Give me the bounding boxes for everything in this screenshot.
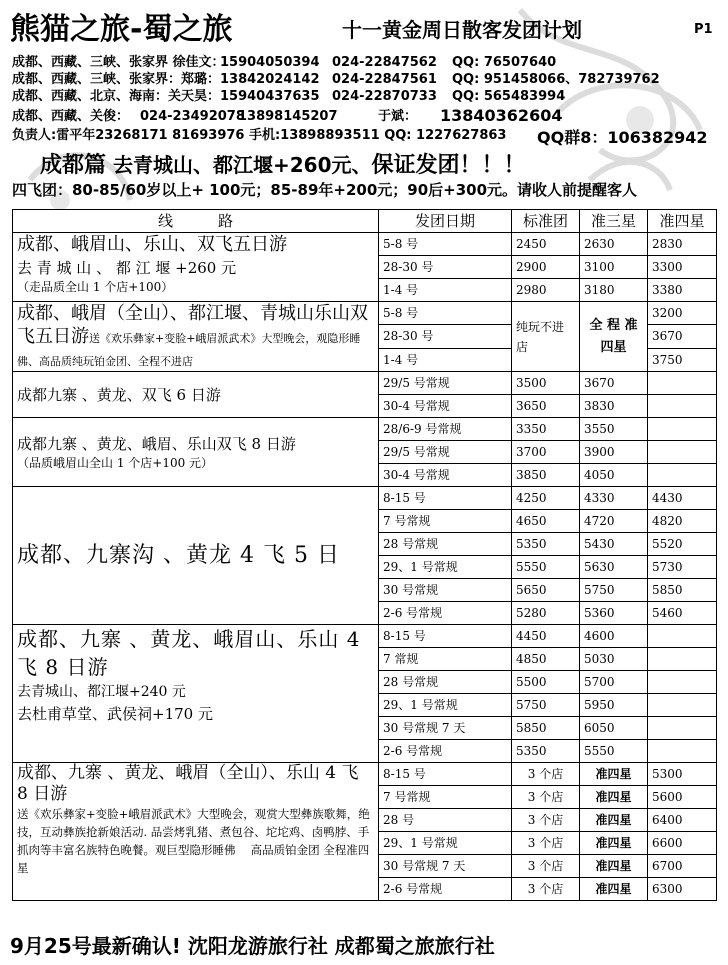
route-extra: 去青城山、都江堰+240 元 xyxy=(17,684,186,700)
price-four-star: 6400 xyxy=(648,809,717,832)
date-cell: 7 常规 xyxy=(379,648,512,671)
price-four-star: 4820 xyxy=(648,510,717,533)
price-three-star: 4600 xyxy=(580,625,648,648)
contact-route: 成都、西藏、北京、海南：关天昊： xyxy=(12,89,221,104)
route-note: （品质峨眉山全山 1 个店+100 元） xyxy=(17,455,214,470)
date-cell: 2-6 号常规 xyxy=(379,740,512,763)
hotel-level: 准四星 xyxy=(580,878,648,901)
shop-count: 3 个店 xyxy=(512,786,580,809)
date-cell: 7 号常规 xyxy=(379,510,512,533)
date-cell: 28/6-9 号常规 xyxy=(379,418,512,441)
tour-price-table xyxy=(12,209,717,901)
hotel-level: 准四星 xyxy=(580,809,648,832)
contact-phone: 13842024142 xyxy=(220,72,320,87)
price-standard: 3850 xyxy=(512,464,580,487)
contact-route: 成都、西藏、关俊： xyxy=(12,109,130,124)
contact-phone: 15940437635 xyxy=(220,89,320,104)
route-title: 成都、九寨 、黄龙、峨眉山、乐山 4 飞 8 日游 xyxy=(17,627,361,679)
table-row xyxy=(13,763,717,786)
price-four-star-empty xyxy=(648,372,717,395)
price-three-star: 6050 xyxy=(580,717,648,740)
contact-route: 成都、西藏、三峡、张家界：郑璐： xyxy=(12,72,221,87)
route-cell-2 xyxy=(13,302,379,372)
table-header-row xyxy=(13,210,717,233)
contact-line-3 xyxy=(12,88,565,105)
route-note: 送《欢乐彝家+变脸+峨眉派武术》大型晚会，观隐形睡佛、高品质纯玩铂金团、全程不进店 xyxy=(17,332,361,368)
table-row xyxy=(13,418,717,441)
date-cell: 29、1 号常规 xyxy=(379,694,512,717)
price-standard: 5500 xyxy=(512,671,580,694)
contact-tel: 024-22847561 xyxy=(332,72,437,87)
contact-qq: QQ: 951458066、782739762 xyxy=(452,72,660,87)
date-cell: 30 号常规 7 天 xyxy=(379,855,512,878)
price-four-star: 3200 xyxy=(648,302,717,325)
price-three-star: 3900 xyxy=(580,441,648,464)
price-three-star: 5750 xyxy=(580,579,648,602)
date-cell: 28-30 号 xyxy=(379,256,512,279)
route-extra: 去 青 城 山 、 都 江 堰 +260 元 xyxy=(17,259,237,277)
date-cell: 30 号常规 7 天 xyxy=(379,717,512,740)
price-three-star: 3550 xyxy=(580,418,648,441)
date-cell: 1-4 号 xyxy=(379,279,512,302)
contact-qq: 于斌： xyxy=(378,109,418,124)
price-standard: 4450 xyxy=(512,625,580,648)
route-title: 成都、峨眉（全山）、都江堰、青城山乐山双飞五日游 xyxy=(17,303,368,347)
price-four-star-empty xyxy=(648,648,717,671)
promo-text: 去青城山、都江堰+260元、 xyxy=(112,153,372,177)
price-standard: 5750 xyxy=(512,694,580,717)
promo-banner xyxy=(40,148,526,179)
shop-count: 3 个店 xyxy=(512,855,580,878)
price-four-star-empty xyxy=(648,740,717,763)
price-four-star: 4430 xyxy=(648,487,717,510)
brand-title: 熊猫之旅-蜀之旅 xyxy=(10,12,233,47)
price-four-star: 3380 xyxy=(648,279,717,302)
price-four-star: 5850 xyxy=(648,579,717,602)
contact-tel: 024-22870733 xyxy=(332,89,437,104)
date-cell: 29/5 号常规 xyxy=(379,441,512,464)
price-standard: 3500 xyxy=(512,372,580,395)
date-cell: 28 号常规 xyxy=(379,671,512,694)
page-number: P1 xyxy=(694,22,713,37)
date-cell: 28-30 号 xyxy=(379,325,512,348)
contact-qq: QQ: 565483994 xyxy=(452,89,566,104)
route-extra-2: 去杜甫草堂、武侯祠+170 元 xyxy=(17,705,213,723)
price-standard: 5350 xyxy=(512,740,580,763)
price-four-star: 2830 xyxy=(648,233,717,256)
price-standard: 2900 xyxy=(512,256,580,279)
price-three-star: 5030 xyxy=(580,648,648,671)
table-row xyxy=(13,302,717,325)
date-cell: 8-15 号 xyxy=(379,763,512,786)
price-three-star: 4720 xyxy=(580,510,648,533)
date-cell: 29、1 号常规 xyxy=(379,556,512,579)
date-cell: 28 号 xyxy=(379,809,512,832)
price-four-star: 5460 xyxy=(648,602,717,625)
price-three-star: 3830 xyxy=(580,395,648,418)
price-four-star-empty xyxy=(648,694,717,717)
plan-subtitle: 十一黄金周日散客发团计划 xyxy=(342,18,582,42)
contact-tel: 024-22847562 xyxy=(332,55,437,70)
route-cell-1 xyxy=(13,233,379,302)
hotel-level: 准四星 xyxy=(580,786,648,809)
date-cell: 8-15 号 xyxy=(379,625,512,648)
price-four-star: 5520 xyxy=(648,533,717,556)
shop-count: 3 个店 xyxy=(512,832,580,855)
date-cell: 30-4 号常规 xyxy=(379,395,512,418)
price-four-star-empty xyxy=(648,395,717,418)
price-four-star-empty xyxy=(648,625,717,648)
price-three-star: 2630 xyxy=(580,233,648,256)
price-four-star: 3670 xyxy=(648,325,717,348)
qq-group: QQ群8：106382942 xyxy=(537,128,708,147)
contact-line-1 xyxy=(12,54,556,71)
price-three-star: 5360 xyxy=(580,602,648,625)
contact-tel: 13898145207 xyxy=(238,109,338,124)
contact-phone: 024-23492078 xyxy=(140,109,245,124)
route-note: 送《欢乐彝家+变脸+峨眉派武术》大型晚会，观赏大型彝族歌舞，绝技，互动彝族抢新娘活动. 品尝烤乳猪、煮包谷、坨坨鸡、卤鸭脖、手抓肉等丰富名族特色晚餐。观巨型隐形睡佛 高品质铂金团 全程准四星 xyxy=(17,807,370,875)
price-standard: 3350 xyxy=(512,418,580,441)
standard-note: 纯玩不进店 xyxy=(512,302,580,372)
price-standard: 5850 xyxy=(512,717,580,740)
table-row xyxy=(13,625,717,648)
date-cell: 1-4 号 xyxy=(379,348,512,371)
route-title: 成都、峨眉山、乐山、双飞五日游 xyxy=(17,234,287,255)
price-standard: 5350 xyxy=(512,533,580,556)
contact-route: 成都、西藏、三峡、张家界 徐佳文： xyxy=(12,55,225,70)
price-four-star: 5300 xyxy=(648,763,717,786)
price-four-star-empty xyxy=(648,671,717,694)
price-four-star-empty xyxy=(648,717,717,740)
three-star-note: 全 程 准四星 xyxy=(580,302,648,372)
price-standard: 4650 xyxy=(512,510,580,533)
price-standard: 4850 xyxy=(512,648,580,671)
hotel-level: 准四星 xyxy=(580,763,648,786)
price-three-star: 4330 xyxy=(580,487,648,510)
date-cell: 30 号常规 xyxy=(379,579,512,602)
contact-phone: 15904050394 xyxy=(220,55,320,70)
footer-confirmation: 9月25号最新确认! 沈阳龙游旅行社 成都蜀之旅旅行社 xyxy=(10,934,495,958)
price-standard: 2450 xyxy=(512,233,580,256)
date-cell: 5-8 号 xyxy=(379,233,512,256)
header-standard: 标准团 xyxy=(512,210,580,233)
route-cell-6 xyxy=(13,625,379,763)
price-four-star-empty xyxy=(648,464,717,487)
route-title: 成都九寨 、黄龙、双飞 6 日游 xyxy=(17,385,221,404)
price-three-star: 3100 xyxy=(580,256,648,279)
table-row xyxy=(13,233,717,256)
price-standard: 4250 xyxy=(512,487,580,510)
price-four-star: 3300 xyxy=(648,256,717,279)
price-four-star: 5730 xyxy=(648,556,717,579)
yubin-phone: 13840362604 xyxy=(440,106,563,125)
route-cell-5 xyxy=(13,487,379,625)
promo-guarantee: 保证发团！！！ xyxy=(371,153,526,178)
date-cell: 5-8 号 xyxy=(379,302,512,325)
price-four-star: 5600 xyxy=(648,786,717,809)
price-three-star: 3180 xyxy=(580,279,648,302)
price-three-star: 5430 xyxy=(580,533,648,556)
header-date: 发团日期 xyxy=(379,210,512,233)
date-cell: 28 号常规 xyxy=(379,533,512,556)
date-cell: 2-6 号常规 xyxy=(379,878,512,901)
route-title: 成都、九寨 、黄龙、峨眉（全山）、乐山 4 飞 8 日游 xyxy=(17,763,359,804)
price-four-star: 6700 xyxy=(648,855,717,878)
price-three-star: 5950 xyxy=(580,694,648,717)
table-row xyxy=(13,372,717,395)
price-standard: 3700 xyxy=(512,441,580,464)
route-title-wrap xyxy=(17,302,374,371)
contact-line-4 xyxy=(12,108,417,125)
price-standard: 2980 xyxy=(512,279,580,302)
price-three-star: 5550 xyxy=(580,740,648,763)
price-standard: 5650 xyxy=(512,579,580,602)
price-four-star-empty xyxy=(648,418,717,441)
price-three-star: 5630 xyxy=(580,556,648,579)
promo-prefix: 成都篇 xyxy=(40,152,107,178)
date-cell: 29、1 号常规 xyxy=(379,832,512,855)
price-standard: 5550 xyxy=(512,556,580,579)
price-three-star: 4050 xyxy=(580,464,648,487)
header-route: 线 路 xyxy=(13,210,379,233)
shop-count: 3 个店 xyxy=(512,809,580,832)
route-cell-7 xyxy=(13,763,379,901)
price-four-star: 6600 xyxy=(648,832,717,855)
price-four-star: 3750 xyxy=(648,348,717,371)
date-cell: 30-4 号常规 xyxy=(379,464,512,487)
table-row xyxy=(13,487,717,510)
price-standard: 3650 xyxy=(512,395,580,418)
header-four-star: 准四星 xyxy=(648,210,717,233)
manager-line: 负责人:雷平年23268171 81693976 手机:13898893511 QQ: 1227627863 xyxy=(12,128,507,143)
route-note: （走品质全山 1 个店+100） xyxy=(17,280,174,294)
route-cell-4 xyxy=(13,418,379,487)
price-three-star: 5700 xyxy=(580,671,648,694)
price-four-star: 6300 xyxy=(648,878,717,901)
price-three-star: 3670 xyxy=(580,372,648,395)
header-three-star: 准三星 xyxy=(580,210,648,233)
price-four-star-empty xyxy=(648,441,717,464)
contact-qq: QQ: 76507640 xyxy=(452,55,557,70)
date-cell: 2-6 号常规 xyxy=(379,602,512,625)
contact-line-2 xyxy=(12,71,660,88)
date-cell: 29/5 号常规 xyxy=(379,372,512,395)
hotel-level: 准四星 xyxy=(580,832,648,855)
route-cell-3 xyxy=(13,372,379,418)
fee-note: 四飞团：80-85/60岁以上+ 100元；85-89年+200元；90后+300元。请收人前提醒客人 xyxy=(12,181,638,199)
route-title: 成都九寨 、黄龙、峨眉、乐山双飞 8 日游 xyxy=(17,434,296,453)
date-cell: 8-15 号 xyxy=(379,487,512,510)
route-title: 成都、九寨沟 、黄龙 4 飞 5 日 xyxy=(17,542,340,568)
hotel-level: 准四星 xyxy=(580,855,648,878)
price-standard: 5280 xyxy=(512,602,580,625)
shop-count: 3 个店 xyxy=(512,878,580,901)
date-cell: 7 号常规 xyxy=(379,786,512,809)
shop-count: 3 个店 xyxy=(512,763,580,786)
